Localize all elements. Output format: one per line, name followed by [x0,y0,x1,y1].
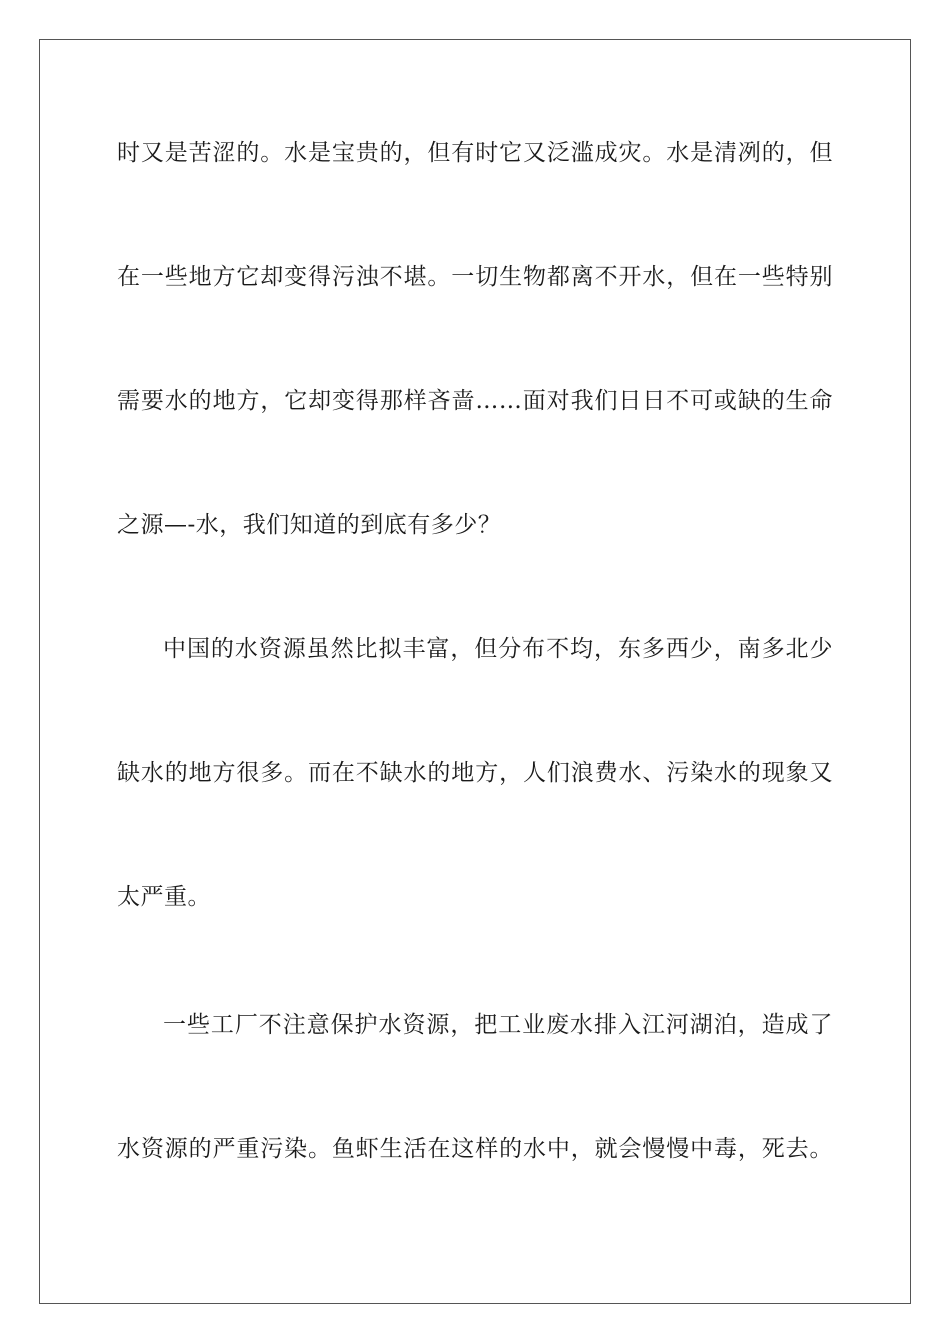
paragraph-line: 水资源的严重污染。鱼虾生活在这样的水中，就会慢慢中毒，死去。 [117,1136,833,1162]
paragraph-line: 缺水的地方很多。而在不缺水的地方，人们浪费水、污染水的现象又 [117,760,833,786]
paragraph-line: 一些工厂不注意保护水资源，把工业废水排入江河湖泊，造成了 [163,1012,833,1038]
paragraph-line: 太严重。 [117,884,211,910]
paragraph-line: 在一些地方它却变得污浊不堪。一切生物都离不开水，但在一些特别 [117,264,833,290]
paragraph-line: 需要水的地方，它却变得那样吝啬……面对我们日日不可或缺的生命 [117,388,833,414]
paragraph-line: 时又是苦涩的。水是宝贵的，但有时它又泛滥成灾。水是清冽的，但 [117,140,833,166]
page-border [39,39,911,1304]
paragraph-line: 中国的水资源虽然比拟丰富，但分布不均，东多西少，南多北少 [163,636,833,662]
paragraph-line: 之源—-水，我们知道的到底有多少？ [117,512,502,538]
